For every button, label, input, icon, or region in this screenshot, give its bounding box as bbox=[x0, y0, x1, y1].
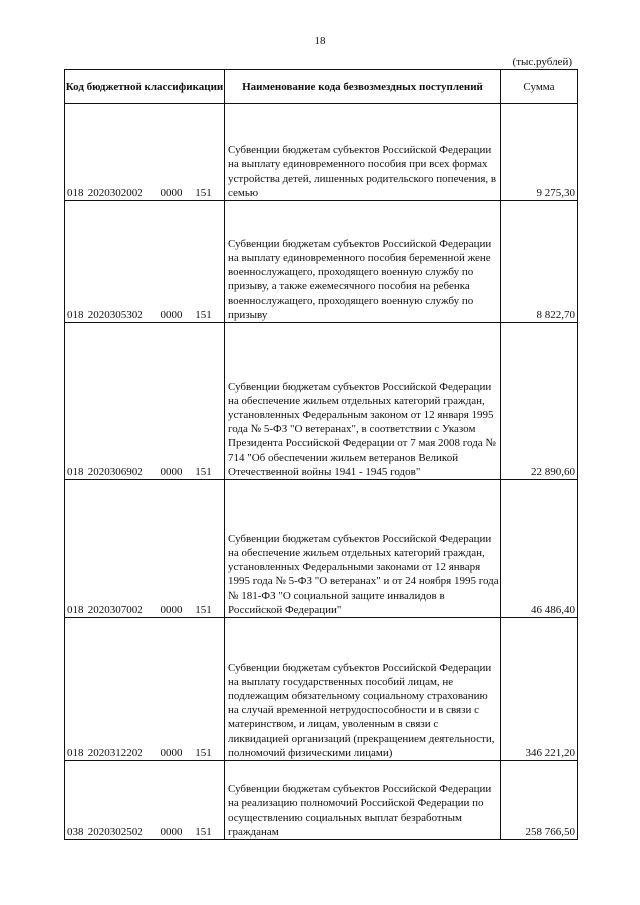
table-row bbox=[65, 480, 578, 618]
program-code: 0000 bbox=[160, 747, 183, 759]
name-cell: Субвенции бюджетам субъектов Российской Федерации на реализацию полномочий Российской Федерации по осуществлению социальных выплат безработным гражданам bbox=[225, 761, 501, 840]
budget-table bbox=[64, 69, 578, 840]
sum-cell: 258 766,50 bbox=[501, 761, 578, 840]
code-cell bbox=[65, 761, 225, 840]
name-cell: Субвенции бюджетам субъектов Российской Федерации на выплату единовременного пособия при всех формах устройства детей, лишенных родительского попечения, в семью bbox=[225, 104, 501, 201]
program-code: 0000 bbox=[160, 604, 183, 616]
revenue-code: 2020307002 bbox=[87, 604, 143, 616]
sum-cell: 9 275,30 bbox=[501, 104, 578, 201]
kosgu-code: 151 bbox=[195, 466, 212, 478]
table-row bbox=[65, 323, 578, 480]
program-code: 0000 bbox=[160, 187, 183, 199]
name-cell: Субвенции бюджетам субъектов Российской Федерации на выплату единовременного пособия беременной жене военнослужащего, проходящего военную службу по призыву, а также ежемесячного пособия на ребенка военнослужащего, проходящего военную службу по призыву bbox=[225, 201, 501, 323]
code-cell bbox=[65, 323, 225, 480]
revenue-code: 2020302002 bbox=[87, 187, 143, 199]
program-code: 0000 bbox=[160, 466, 183, 478]
admin-code: 018 bbox=[67, 309, 84, 321]
name-cell: Субвенции бюджетам субъектов Российской Федерации на обеспечение жильем отдельных категорий граждан, установленных Федеральным законом от 12 января 1995 года № 5-ФЗ "О ветеранах", в соответствии с Указом Президента Российской Федерации от 7 мая 2008 года № 714 "Об обеспечении жильем ветеранов Великой Отечественной войны 1941 - 1945 годов" bbox=[225, 323, 501, 480]
sum-cell: 346 221,20 bbox=[501, 618, 578, 761]
code-cell bbox=[65, 480, 225, 618]
admin-code: 018 bbox=[67, 466, 84, 478]
revenue-code: 2020306902 bbox=[87, 466, 143, 478]
admin-code: 038 bbox=[67, 826, 84, 838]
kosgu-code: 151 bbox=[195, 309, 212, 321]
name-cell: Субвенции бюджетам субъектов Российской Федерации на обеспечение жильем отдельных категорий граждан, установленных Федеральными законами от 12 января 1995 года № 5-ФЗ "О ветеранах" и от 24 ноября 1995 года № 181-ФЗ "О социальной защите инвалидов в Российской Федерации" bbox=[225, 480, 501, 618]
table-row bbox=[65, 761, 578, 840]
program-code: 0000 bbox=[160, 309, 183, 321]
revenue-code: 2020312202 bbox=[87, 747, 143, 759]
header-code: Код бюджетной классификации bbox=[65, 70, 225, 104]
revenue-code: 2020302502 bbox=[87, 826, 143, 838]
name-cell: Субвенции бюджетам субъектов Российской Федерации на выплату государственных пособий лицам, не подлежащим обязательному социальному страхованию на случай временной нетрудоспособности и в связи с материнством, и лицам, уволенным в связи с ликвидацией организаций (прекращением деятельности, полномочий физическими лицами) bbox=[225, 618, 501, 761]
header-name: Наименование кода безвозмездных поступлений bbox=[225, 70, 501, 104]
kosgu-code: 151 bbox=[195, 826, 212, 838]
admin-code: 018 bbox=[67, 604, 84, 616]
sum-cell: 8 822,70 bbox=[501, 201, 578, 323]
units-label: (тыс.рублей) bbox=[512, 56, 572, 68]
program-code: 0000 bbox=[160, 826, 183, 838]
revenue-code: 2020305302 bbox=[87, 309, 143, 321]
table-header-row bbox=[65, 70, 578, 104]
kosgu-code: 151 bbox=[195, 604, 212, 616]
sum-cell: 46 486,40 bbox=[501, 480, 578, 618]
admin-code: 018 bbox=[67, 187, 84, 199]
table-row bbox=[65, 104, 578, 201]
kosgu-code: 151 bbox=[195, 747, 212, 759]
code-cell bbox=[65, 104, 225, 201]
page-number: 18 bbox=[314, 35, 326, 47]
code-cell bbox=[65, 618, 225, 761]
table-row bbox=[65, 618, 578, 761]
kosgu-code: 151 bbox=[195, 187, 212, 199]
sum-cell: 22 890,60 bbox=[501, 323, 578, 480]
code-cell bbox=[65, 201, 225, 323]
admin-code: 018 bbox=[67, 747, 84, 759]
table-row bbox=[65, 201, 578, 323]
header-sum: Сумма bbox=[501, 70, 578, 104]
